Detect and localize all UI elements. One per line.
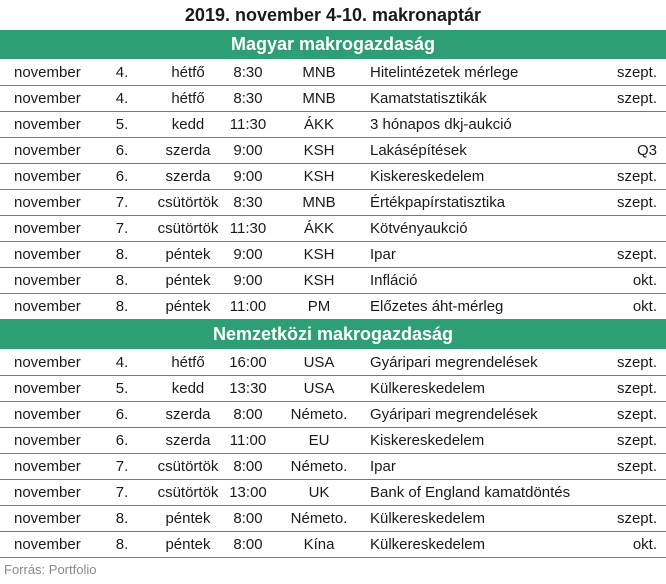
day-cell: 8. — [115, 536, 129, 553]
weekday-cell: csütörtök — [157, 458, 219, 475]
weekday-cell: péntek — [165, 272, 211, 289]
source-cell: KSH — [303, 246, 335, 263]
section-header-international: Nemzetközi makrogazdaság — [0, 320, 666, 350]
source-cell: USA — [303, 354, 335, 371]
source-cell: ÁKK — [303, 116, 334, 133]
table-row — [0, 242, 666, 268]
section-international — [0, 320, 666, 558]
event-cell: Kiskereskedelem — [370, 432, 485, 449]
weekday-cell: szerda — [165, 406, 211, 423]
event-cell: 3 hónapos dkj-aukció — [370, 116, 512, 133]
month-cell: november — [14, 142, 81, 159]
time-cell: 13:30 — [229, 380, 267, 397]
time-cell: 8:30 — [233, 64, 263, 81]
table-row — [0, 268, 666, 294]
weekday-cell: hétfő — [171, 90, 205, 107]
time-cell: 11:30 — [229, 220, 267, 237]
table-row — [0, 164, 666, 190]
event-cell: Külkereskedelem — [370, 536, 486, 553]
table-row — [0, 294, 666, 320]
weekday-cell: kedd — [171, 380, 205, 397]
source-cell: Kína — [303, 536, 335, 553]
day-cell: 7. — [115, 220, 129, 237]
month-cell: november — [14, 458, 81, 475]
weekday-cell: csütörtök — [157, 194, 219, 211]
month-cell: november — [14, 272, 81, 289]
time-cell: 8:00 — [233, 536, 263, 553]
weekday-cell: szerda — [165, 168, 211, 185]
day-cell: 6. — [115, 168, 129, 185]
day-cell: 6. — [115, 432, 129, 449]
period-cell: okt. — [632, 298, 657, 315]
day-cell: 7. — [115, 194, 129, 211]
period-cell: szept. — [616, 194, 657, 211]
time-cell: 8:00 — [233, 458, 263, 475]
event-cell: Külkereskedelem — [370, 380, 486, 397]
weekday-cell: péntek — [165, 298, 211, 315]
table-row — [0, 454, 666, 480]
table-row — [0, 428, 666, 454]
month-cell: november — [14, 90, 81, 107]
time-cell: 16:00 — [229, 354, 267, 371]
month-cell: november — [14, 354, 81, 371]
period-cell: szept. — [616, 246, 657, 263]
day-cell: 7. — [115, 458, 129, 475]
time-cell: 9:00 — [233, 168, 263, 185]
section-header-domestic: Magyar makrogazdaság — [0, 30, 666, 60]
source-cell: ÁKK — [303, 220, 334, 237]
event-cell: Kötvényaukció — [370, 220, 468, 237]
time-cell: 9:00 — [233, 272, 263, 289]
period-cell: okt. — [632, 536, 657, 553]
event-cell: Előzetes áht-mérleg — [370, 298, 504, 315]
weekday-cell: kedd — [171, 116, 205, 133]
day-cell: 4. — [115, 64, 129, 81]
period-cell: szept. — [616, 168, 657, 185]
event-cell: Ipar — [370, 458, 396, 475]
table-row — [0, 480, 666, 506]
period-cell: szept. — [616, 510, 657, 527]
source-cell: KSH — [303, 168, 335, 185]
source-cell: Németo. — [290, 458, 348, 475]
period-cell: szept. — [616, 64, 657, 81]
month-cell: november — [14, 194, 81, 211]
weekday-cell: hétfő — [171, 354, 205, 371]
month-cell: november — [14, 406, 81, 423]
source-cell: Németo. — [290, 510, 348, 527]
weekday-cell: szerda — [165, 432, 211, 449]
day-cell: 5. — [115, 380, 129, 397]
event-cell: Hitelintézetek mérlege — [370, 64, 519, 81]
event-cell: Gyáripari megrendelések — [370, 406, 538, 423]
day-cell: 8. — [115, 272, 129, 289]
table-row — [0, 138, 666, 164]
time-cell: 9:00 — [233, 246, 263, 263]
weekday-cell: csütörtök — [157, 484, 219, 501]
weekday-cell: péntek — [165, 246, 211, 263]
event-cell: Külkereskedelem — [370, 510, 486, 527]
time-cell: 11:30 — [229, 116, 267, 133]
time-cell: 8:30 — [233, 90, 263, 107]
source-cell: USA — [303, 380, 335, 397]
weekday-cell: szerda — [165, 142, 211, 159]
day-cell: 4. — [115, 354, 129, 371]
month-cell: november — [14, 298, 81, 315]
period-cell: szept. — [616, 406, 657, 423]
event-cell: Bank of England kamatdöntés — [370, 484, 571, 501]
day-cell: 4. — [115, 90, 129, 107]
source-cell: KSH — [303, 142, 335, 159]
time-cell: 11:00 — [229, 432, 267, 449]
table-row — [0, 86, 666, 112]
table-row — [0, 506, 666, 532]
time-cell: 8:00 — [233, 406, 263, 423]
day-cell: 8. — [115, 246, 129, 263]
month-cell: november — [14, 380, 81, 397]
event-cell: Kiskereskedelem — [370, 168, 485, 185]
event-cell: Ipar — [370, 246, 396, 263]
period-cell: szept. — [616, 380, 657, 397]
weekday-cell: péntek — [165, 510, 211, 527]
month-cell: november — [14, 246, 81, 263]
source-cell: MNB — [302, 194, 336, 211]
page-title: 2019. november 4-10. makronaptár — [184, 5, 482, 25]
time-cell: 8:30 — [233, 194, 263, 211]
table-row — [0, 112, 666, 138]
rows-domestic — [0, 60, 666, 320]
event-cell: Kamatstatisztikák — [370, 90, 487, 107]
source-cell: UK — [308, 484, 330, 501]
source-cell: MNB — [302, 64, 336, 81]
month-cell: november — [14, 536, 81, 553]
month-cell: november — [14, 432, 81, 449]
source-note: Forrás: Portfolio — [4, 562, 97, 577]
event-cell: Értékpapírstatisztika — [370, 194, 506, 211]
table-row — [0, 402, 666, 428]
table-row — [0, 190, 666, 216]
source-cell: KSH — [303, 272, 335, 289]
weekday-cell: csütörtök — [157, 220, 219, 237]
day-cell: 6. — [115, 142, 129, 159]
period-cell: okt. — [632, 272, 657, 289]
event-cell: Infláció — [370, 272, 418, 289]
source-cell: MNB — [302, 90, 336, 107]
month-cell: november — [14, 510, 81, 527]
source-cell: EU — [308, 432, 330, 449]
table-row — [0, 376, 666, 402]
day-cell: 8. — [115, 510, 129, 527]
source-cell: Németo. — [290, 406, 348, 423]
source-cell: PM — [307, 298, 331, 315]
time-cell: 8:00 — [233, 510, 263, 527]
period-cell: szept. — [616, 354, 657, 371]
period-cell: szept. — [616, 90, 657, 107]
period-cell: szept. — [616, 432, 657, 449]
event-cell: Lakásépítések — [370, 142, 467, 159]
month-cell: november — [14, 220, 81, 237]
month-cell: november — [14, 116, 81, 133]
day-cell: 5. — [115, 116, 129, 133]
day-cell: 8. — [115, 298, 129, 315]
table-row — [0, 60, 666, 86]
period-cell: Q3 — [636, 142, 657, 159]
table-row — [0, 532, 666, 558]
day-cell: 7. — [115, 484, 129, 501]
event-cell: Gyáripari megrendelések — [370, 354, 538, 371]
table-row — [0, 216, 666, 242]
rows-international — [0, 350, 666, 558]
table-row — [0, 350, 666, 376]
month-cell: november — [14, 64, 81, 81]
time-cell: 13:00 — [229, 484, 267, 501]
month-cell: november — [14, 484, 81, 501]
time-cell: 11:00 — [229, 298, 267, 315]
time-cell: 9:00 — [233, 142, 263, 159]
weekday-cell: péntek — [165, 536, 211, 553]
section-domestic — [0, 30, 666, 320]
period-cell: szept. — [616, 458, 657, 475]
day-cell: 6. — [115, 406, 129, 423]
weekday-cell: hétfő — [171, 64, 205, 81]
month-cell: november — [14, 168, 81, 185]
